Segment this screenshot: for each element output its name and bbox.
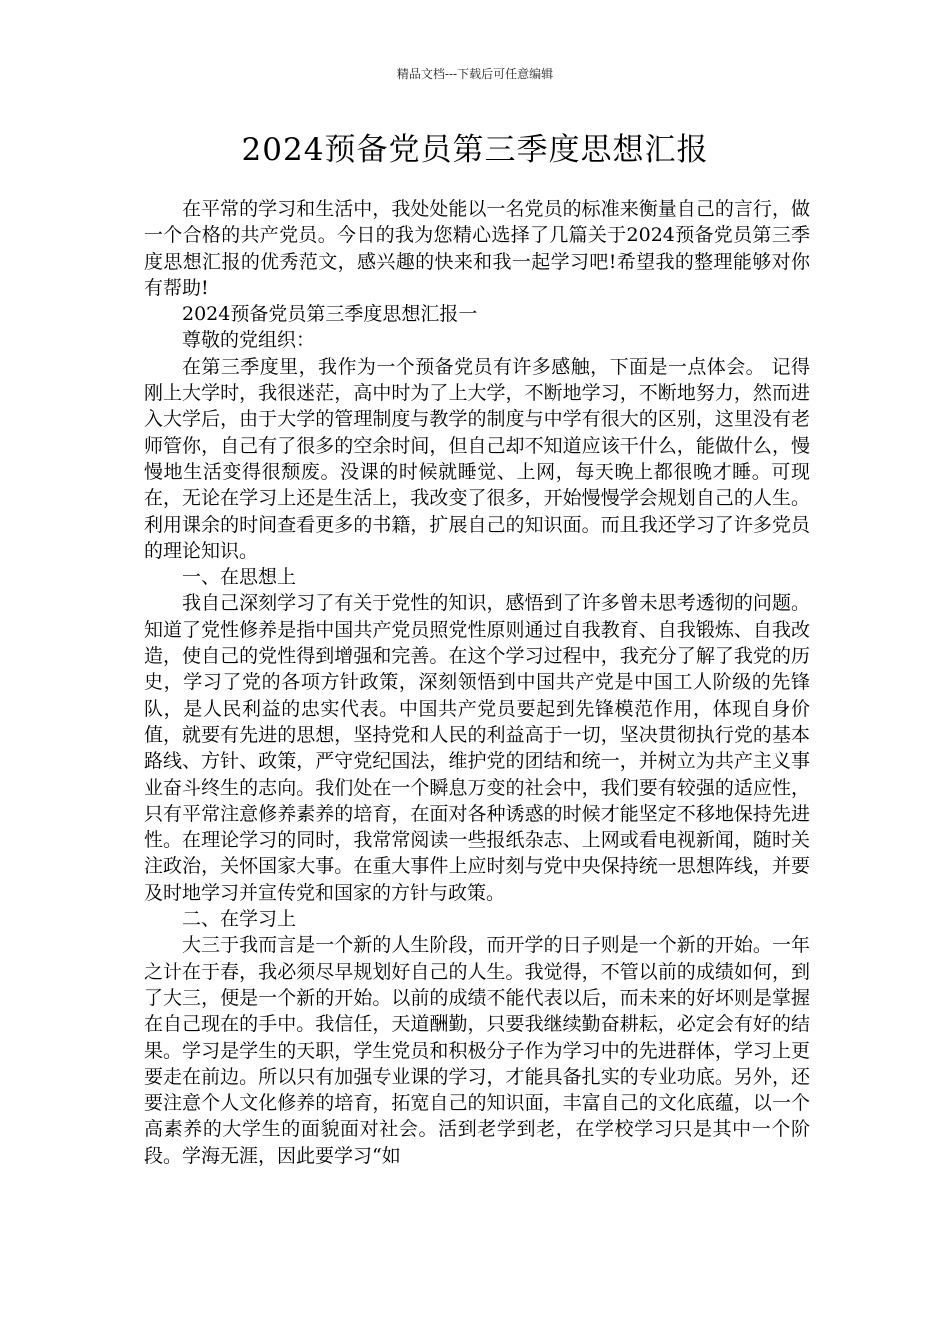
document-body <box>144 196 810 1169</box>
salutation: 尊敬的党组织： <box>182 329 316 352</box>
section-heading-thought: 一、在思想上 <box>182 566 297 589</box>
body-paragraph: 在第三季度里，我作为一个预备党员有许多感触，下面是一点体会。 记得刚上大学时，我很迷茫，高中时为了上大学，不断地学习，不断地努力，然而进入大学后，由于大学的管理制度与教学的制度与中学有很大的区别，这里没有老师管你，自己有了很多的空余时间，但自己却不知道应该干什么，能做什么，慢慢地生活变得很颓废。没课的时候就睡觉、上网，每天晚上都很晚才睡。可现在，无论在学习上还是生活上，我改变了很多，开始慢慢学会规划自己的人生。利用课余的时间查看更多的书籍，扩展自己的知识面。而且我还学习了许多党员的理论知识。 <box>144 355 810 562</box>
body-paragraph: 我自己深刻学习了有关于党性的知识，感悟到了许多曾未思考透彻的问题。知道了党性修养是指中国共产党员照党性原则通过自我教育、自我锻炼、自我改造，使自己的党性得到增强和完善。在这个学习过程中，我充分了解了我党的历史，学习了党的各项方针政策，深刻领悟到中国共产党是中国工人阶级的先锋队，是人民利益的忠实代表。中国共产党员要起到先锋模范作用，体现自身价值，就要有先进的思想，坚持党和人民的利益高于一切，坚决贯彻执行党的基本路线、方针、政策，严守党纪国法，维护党的团结和统一，并树立为共产主义事业奋斗终生的志向。我们处在一个瞬息万变的社会中，我们要有较强的适应性，只有平常注意修养素养的培育，在面对各种诱惑的时候才能坚定不移地保持先进性。在理论学习的同时，我常常阅读一些报纸杂志、上网或看电视新闻，随时关注政治，关怀国家大事。在重大事件上应时刻与党中央保持统一思想阵线，并要及时地学习并宣传党和国家的方针与政策。 <box>144 592 810 904</box>
body-paragraph: 大三于我而言是一个新的人生阶段，而开学的日子则是一个新的开始。一年之计在于春，我必须尽早规划好自己的人生。我觉得，不管以前的成绩如何，到了大三，便是一个新的开始。以前的成绩不能代表以后，而未来的好坏则是掌握在自己现在的手中。我信任，天道酬勤，只要我继续勤奋耕耘，必定会有好的结果。学习是学生的天职，学生党员和积极分子作为学习中的先进群体，学习上更要走在前边。所以只有加强专业课的学习，才能具备扎实的专业功底。另外，还要注意个人文化修养的培育，拓宽自己的知识面，丰富自己的文化底蕴，以一个高素养的大学生的面貌面对社会。活到老学到老，在学校学习只是其中一个阶段。学海无涯，因此要学习“如 <box>144 934 810 1167</box>
document-title: 2024预备党员第三季度思想汇报 <box>241 132 709 168</box>
header-note: 精品文档---下载后可任意编辑 <box>396 67 554 81</box>
section-heading-report: 2024预备党员第三季度思想汇报一 <box>182 303 478 326</box>
intro-paragraph: 在平常的学习和生活中，我处处能以一名党员的标准来衡量自己的言行，做一个合格的共产党员。今日的我为您精心选择了几篇关于2024预备党员第三季度思想汇报的优秀范文，感兴趣的快来和我一起学习吧!希望我的整理能够对你有帮助! <box>144 198 810 299</box>
section-heading-study: 二、在学习上 <box>182 908 297 931</box>
